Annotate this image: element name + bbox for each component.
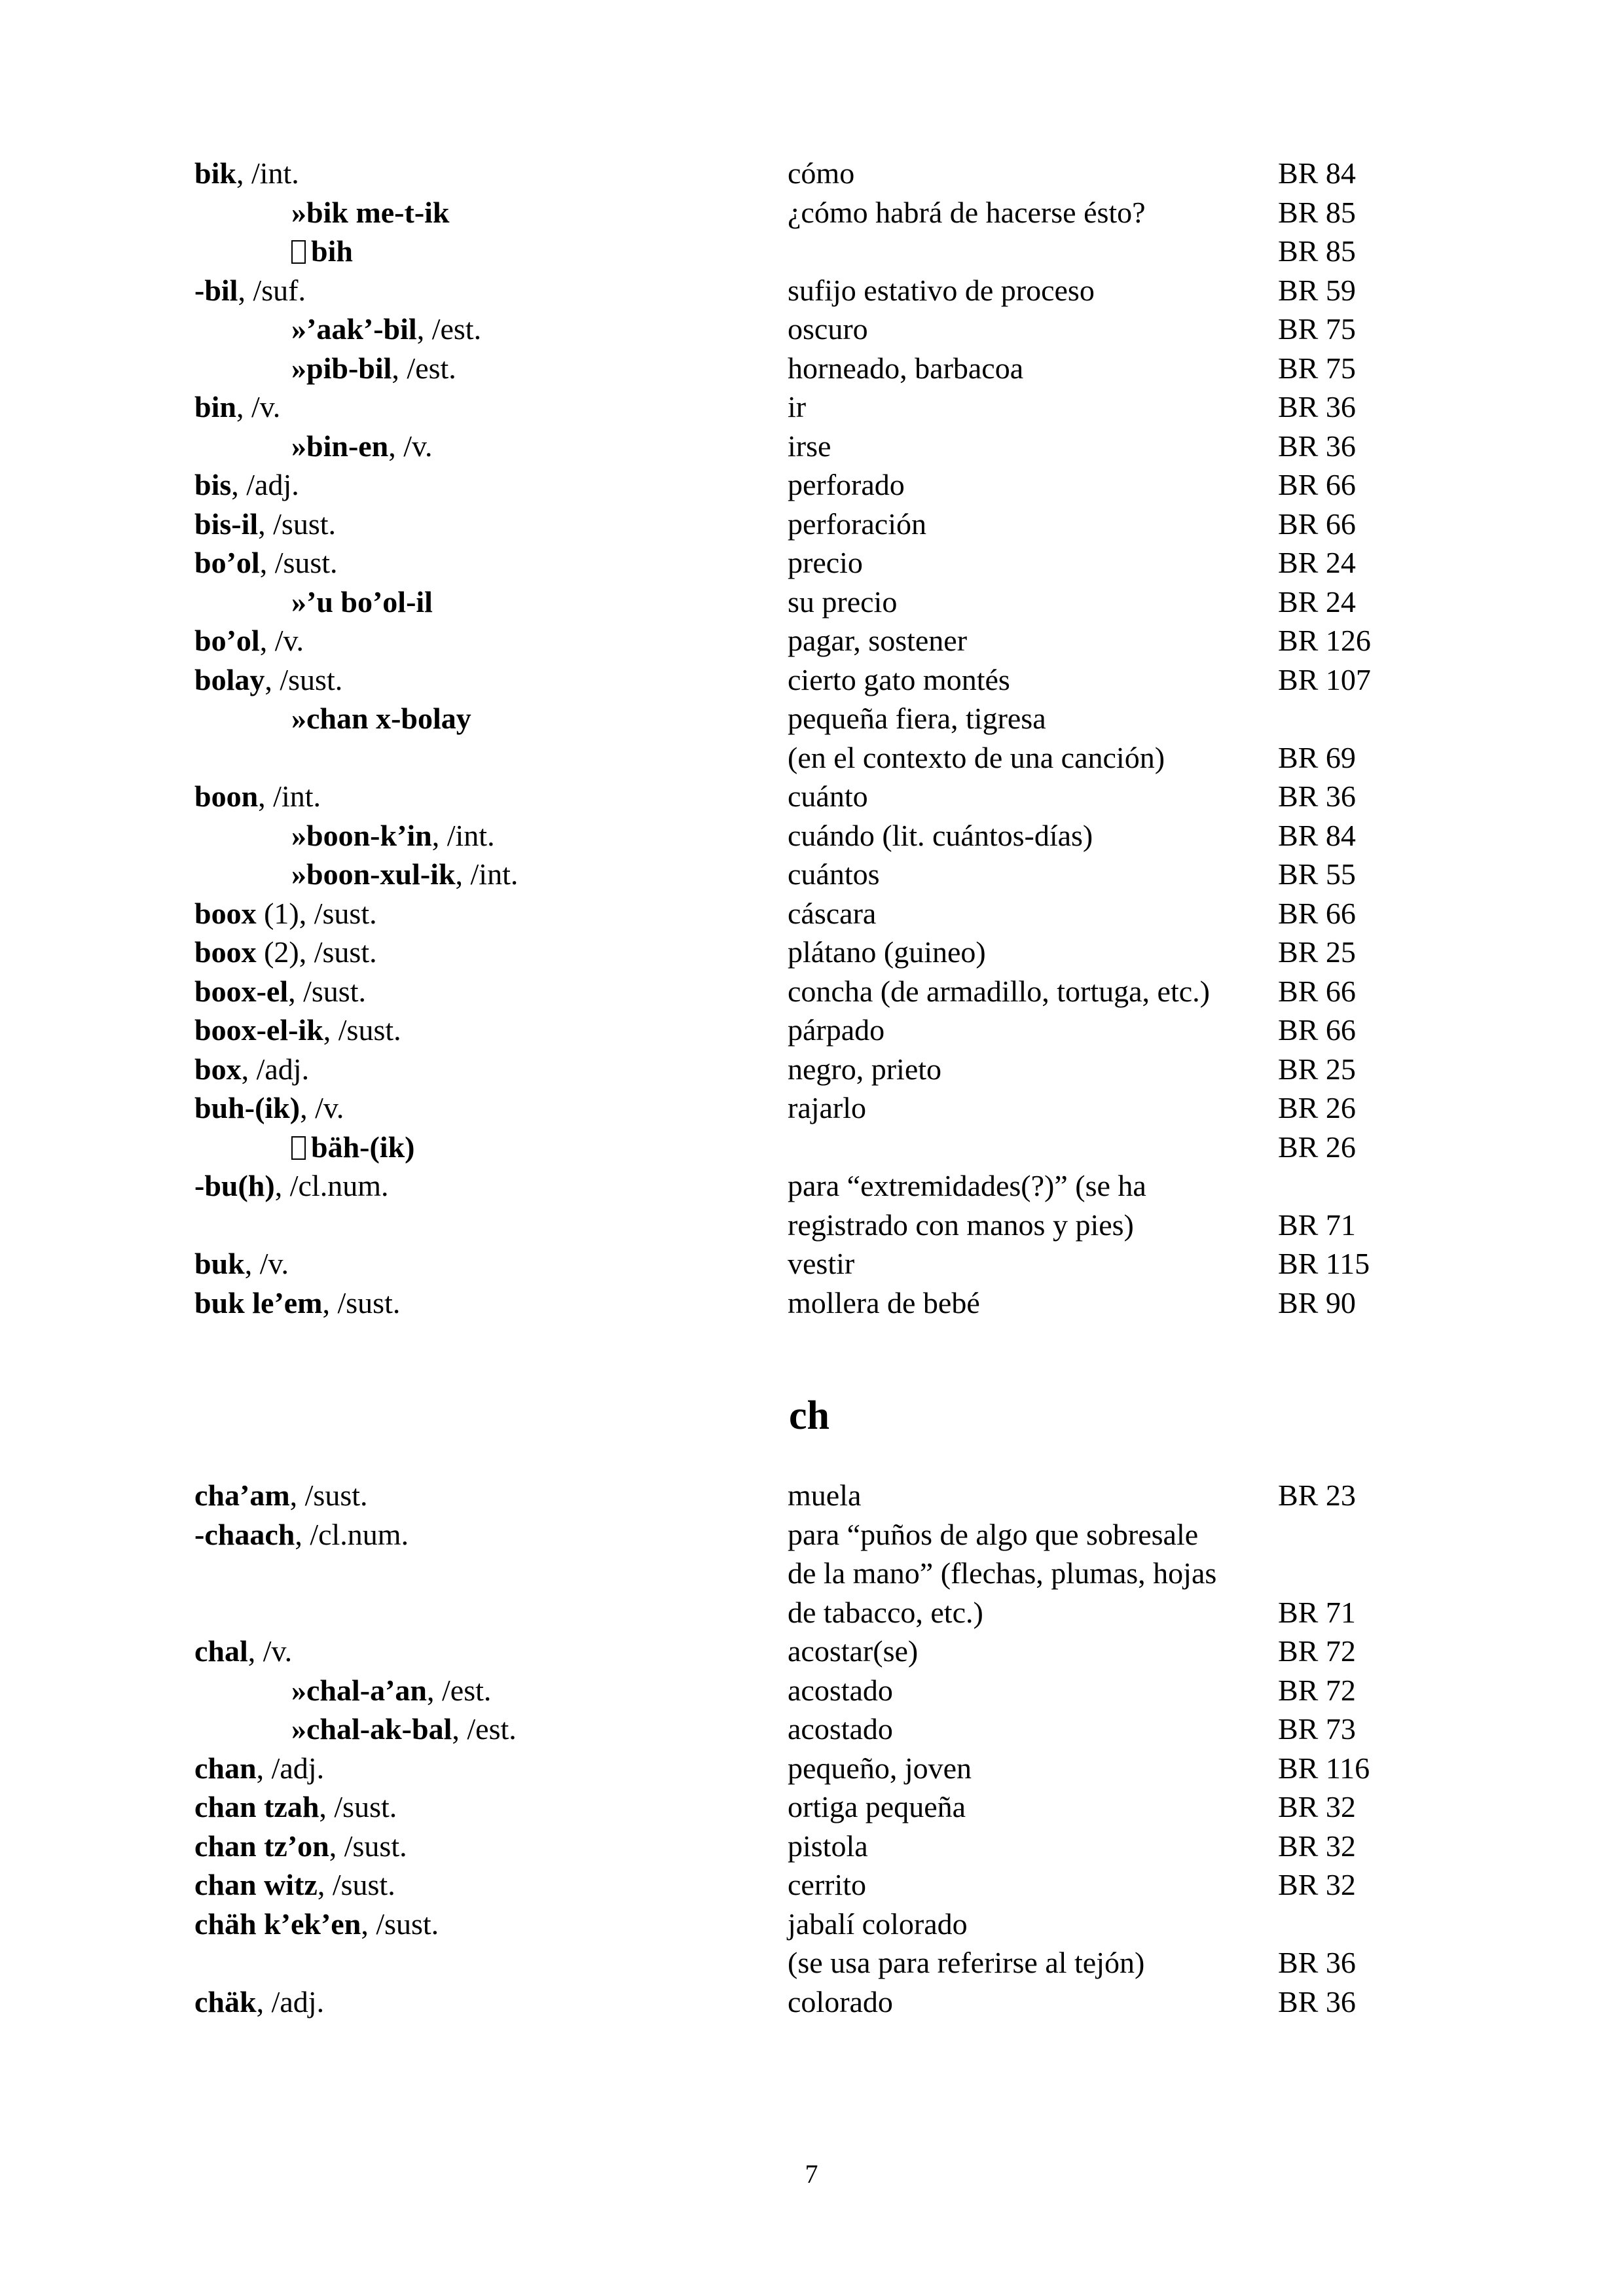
section-b-entries — [0, 154, 1623, 1322]
grammar-label: , /sust. — [319, 1790, 397, 1823]
dictionary-entry — [0, 894, 1623, 933]
entry-headword-line — [291, 855, 518, 894]
gloss-line: pequeña fiera, tigresa — [788, 702, 1046, 735]
entry-headword-line — [194, 972, 366, 1011]
entry-reference: BR 36 — [1278, 780, 1356, 813]
grammar-label: , /sust. — [322, 1285, 401, 1319]
headword: boon — [194, 780, 259, 813]
gloss-line: de tabacco, etc.) — [788, 1595, 983, 1629]
entry-gloss — [788, 1749, 972, 1788]
entry-headword-line — [194, 660, 342, 700]
letter-heading: ch — [789, 1393, 830, 1438]
headword: bis — [194, 468, 232, 501]
grammar-label: , /sust. — [361, 1907, 439, 1941]
entry-headword-line — [194, 1905, 439, 1944]
entry-gloss — [788, 349, 1023, 388]
dictionary-entry — [0, 621, 1623, 660]
entry-headword-line — [291, 427, 433, 466]
entry-reference: BR 32 — [1278, 1829, 1356, 1863]
headword: »bin-en — [291, 429, 389, 463]
entry-headword-line — [291, 583, 433, 622]
dictionary-entry — [0, 933, 1623, 972]
headword: »pib-bil — [291, 351, 392, 385]
headword: bo’ol — [194, 624, 260, 657]
grammar-label: , /int. — [431, 818, 495, 852]
entry-reference: BR 84 — [1278, 818, 1356, 852]
dictionary-entry — [0, 387, 1623, 427]
headword: chäk — [194, 1984, 257, 2018]
gloss-line: colorado — [788, 1984, 893, 2018]
headword: buk le’em — [194, 1285, 323, 1319]
entry-headword-line — [291, 232, 353, 271]
entry-reference: BR 72 — [1278, 1673, 1356, 1707]
headword: -bil — [194, 273, 238, 307]
headword: bis-il — [194, 507, 259, 541]
dictionary-entry — [0, 777, 1623, 816]
headword: »chal-ak-bal — [291, 1712, 452, 1746]
entry-reference: BR 24 — [1278, 584, 1356, 619]
entry-headword-line — [291, 699, 471, 738]
dictionary-entry — [0, 1476, 1623, 1515]
entry-gloss — [788, 1011, 884, 1050]
gloss-line: pequeño, joven — [788, 1751, 972, 1785]
entry-reference: BR 73 — [1278, 1712, 1356, 1746]
grammar-label: , /sust. — [329, 1829, 407, 1863]
gloss-line: (en el contexto de una canción) — [788, 740, 1165, 774]
entry-reference: BR 84 — [1278, 156, 1356, 190]
gloss-line: párpado — [788, 1013, 885, 1047]
grammar-label: , /est. — [427, 1673, 492, 1707]
entry-gloss — [788, 1515, 1216, 1632]
entry-gloss — [788, 1710, 893, 1749]
entry-headword-line — [194, 1827, 407, 1866]
entry-reference: BR 85 — [1278, 195, 1356, 229]
gloss-line: pagar, sostener — [788, 624, 968, 657]
dictionary-entry — [0, 1128, 1623, 1167]
grammar-label: , /sust. — [289, 1479, 368, 1512]
entry-gloss — [788, 310, 868, 349]
entry-reference: BR 66 — [1278, 468, 1356, 501]
page-number: 7 — [805, 2159, 818, 2189]
dictionary-entry — [0, 699, 1623, 777]
headword: -chaach — [194, 1517, 295, 1551]
gloss-line: cáscara — [788, 896, 877, 930]
grammar-label: , /v. — [259, 624, 304, 657]
entry-reference: BR 85 — [1278, 234, 1356, 268]
entry-headword-line — [194, 1749, 324, 1788]
gloss-line: para “puños de algo que sobresale — [788, 1517, 1199, 1551]
headword: »bik me-t-ik — [291, 195, 450, 229]
gloss-line: plátano (guineo) — [788, 935, 986, 969]
entry-headword-line — [194, 894, 377, 933]
headword: »’aak’-bil — [291, 312, 417, 346]
dictionary-entry — [0, 1283, 1623, 1323]
entry-reference: BR 36 — [1278, 1984, 1356, 2018]
gloss-line: para “extremidades(?)” (se ha — [788, 1169, 1146, 1202]
grammar-label: (2), /sust. — [256, 935, 377, 969]
dictionary-entry — [0, 543, 1623, 583]
headword: chan tzah — [194, 1790, 319, 1823]
entry-headword-line — [194, 1283, 400, 1323]
gloss-line: jabalí colorado — [788, 1907, 968, 1941]
gloss-line: perforación — [788, 507, 926, 541]
entry-gloss — [788, 621, 967, 660]
entry-headword-line — [291, 1671, 491, 1710]
entry-gloss — [788, 505, 926, 544]
dictionary-entry — [0, 1749, 1623, 1788]
entry-gloss — [788, 1905, 1144, 1982]
entry-gloss — [788, 1088, 866, 1128]
headword: cha’am — [194, 1479, 290, 1512]
dictionary-entry — [0, 855, 1623, 894]
headword: boox-el — [194, 974, 289, 1008]
gloss-line: cierto gato montés — [788, 662, 1010, 696]
entry-headword-line — [194, 1088, 344, 1128]
entry-gloss — [788, 1827, 868, 1866]
headword: bin — [194, 390, 236, 423]
entry-headword-line — [194, 933, 377, 972]
dictionary-entry — [0, 1088, 1623, 1128]
variant-box-icon — [291, 1136, 306, 1160]
dictionary-entry — [0, 1710, 1623, 1749]
gloss-line: acostar(se) — [788, 1634, 919, 1668]
grammar-label: , /v. — [388, 429, 433, 463]
entry-headword-line — [194, 465, 299, 505]
dictionary-entry — [0, 1632, 1623, 1671]
gloss-line: acostado — [788, 1712, 893, 1746]
grammar-label: , /sust. — [258, 507, 337, 541]
entry-gloss — [788, 1632, 918, 1671]
gloss-line: pistola — [788, 1829, 868, 1863]
entry-reference: BR 115 — [1278, 1247, 1370, 1280]
entry-reference: BR 26 — [1278, 1130, 1356, 1164]
entry-reference: BR 32 — [1278, 1868, 1356, 1901]
entry-headword-line — [194, 1787, 397, 1827]
entry-gloss — [788, 660, 1010, 700]
headword: chan — [194, 1751, 257, 1785]
grammar-label: , /sust. — [259, 546, 338, 579]
dictionary-entry — [0, 1515, 1623, 1632]
grammar-label: , /est. — [416, 312, 482, 346]
entry-reference: BR 26 — [1278, 1091, 1356, 1124]
headword: chäh k’ek’en — [194, 1907, 361, 1941]
entry-reference: BR 71 — [1278, 1208, 1356, 1242]
gloss-line: cerrito — [788, 1868, 867, 1901]
headword: boox — [194, 896, 257, 930]
dictionary-entry — [0, 427, 1623, 466]
entry-reference: BR 36 — [1278, 429, 1356, 463]
grammar-label: , /est. — [392, 351, 456, 385]
headword: »’u bo’ol-il — [291, 584, 433, 619]
gloss-line: registrado con manos y pies) — [788, 1208, 1134, 1242]
grammar-label: , /adj. — [231, 468, 299, 501]
entry-headword-line — [194, 543, 338, 583]
entry-gloss — [788, 1982, 893, 2022]
grammar-label: , /cl.num. — [274, 1169, 389, 1202]
section-ch-entries — [0, 1476, 1623, 2021]
grammar-label: , /cl.num. — [295, 1517, 409, 1551]
entry-gloss — [788, 427, 831, 466]
gloss-line: irse — [788, 429, 831, 463]
gloss-line: su precio — [788, 584, 898, 619]
gloss-line: mollera de bebé — [788, 1285, 980, 1319]
entry-reference: BR 71 — [1278, 1595, 1356, 1629]
entry-gloss — [788, 271, 1095, 310]
entry-gloss — [788, 699, 1165, 777]
entry-reference: BR 66 — [1278, 507, 1356, 541]
dictionary-entry — [0, 1166, 1623, 1244]
dictionary-entry — [0, 1011, 1623, 1050]
gloss-line: ¿cómo habrá de hacerse ésto? — [788, 195, 1146, 229]
dictionary-entry — [0, 660, 1623, 700]
variant-box-icon — [291, 240, 306, 264]
entry-reference: BR 36 — [1278, 390, 1356, 423]
headword: box — [194, 1052, 242, 1086]
headword: bäh-(ik) — [311, 1130, 415, 1164]
entry-reference: BR 25 — [1278, 935, 1356, 969]
grammar-label: , /sust. — [288, 974, 366, 1008]
grammar-label: , /adj. — [256, 1984, 325, 2018]
gloss-line: cuánto — [788, 780, 868, 813]
entry-headword-line — [291, 193, 450, 232]
headword: boox-el-ik — [194, 1013, 323, 1047]
entry-reference: BR 107 — [1278, 662, 1371, 696]
headword: bih — [311, 234, 353, 268]
entry-gloss — [788, 933, 986, 972]
dictionary-entry — [0, 972, 1623, 1011]
gloss-line: muela — [788, 1479, 862, 1512]
dictionary-entry — [0, 1865, 1623, 1905]
headword: buk — [194, 1247, 245, 1280]
dictionary-entry — [0, 583, 1623, 622]
entry-headword-line — [194, 1865, 395, 1905]
gloss-line: oscuro — [788, 312, 868, 346]
entry-gloss — [788, 972, 1210, 1011]
entry-reference: BR 23 — [1278, 1479, 1356, 1512]
headword: chal — [194, 1634, 248, 1668]
entry-headword-line — [291, 1710, 517, 1749]
headword: buh-(ik) — [194, 1091, 301, 1124]
entry-headword-line — [194, 387, 280, 427]
gloss-line: (se usa para referirse al tejón) — [788, 1946, 1145, 1979]
entry-gloss — [788, 543, 863, 583]
entry-reference: BR 24 — [1278, 546, 1356, 579]
entry-gloss — [788, 1050, 941, 1089]
gloss-line: cuándo (lit. cuántos-días) — [788, 818, 1093, 852]
entry-reference: BR 55 — [1278, 857, 1356, 891]
dictionary-entry — [0, 1787, 1623, 1827]
entry-gloss — [788, 894, 876, 933]
dictionary-entry — [0, 465, 1623, 505]
gloss-line: cómo — [788, 156, 855, 190]
dictionary-entry — [0, 816, 1623, 855]
entry-headword-line — [194, 1166, 388, 1206]
entry-headword-line — [194, 505, 336, 544]
gloss-line: concha (de armadillo, tortuga, etc.) — [788, 974, 1210, 1008]
gloss-line: precio — [788, 546, 863, 579]
dictionary-entry — [0, 1244, 1623, 1283]
entry-headword-line — [194, 1515, 409, 1554]
gloss-line: ortiga pequeña — [788, 1790, 966, 1823]
dictionary-entry — [0, 505, 1623, 544]
entry-gloss — [788, 1283, 980, 1323]
gloss-line: horneado, barbacoa — [788, 351, 1024, 385]
entry-headword-line — [194, 154, 299, 193]
headword: bolay — [194, 662, 265, 696]
entry-gloss — [788, 1476, 861, 1515]
entry-gloss — [788, 855, 880, 894]
dictionary-entry — [0, 1671, 1623, 1710]
gloss-line: acostado — [788, 1673, 893, 1707]
entry-gloss — [788, 1865, 866, 1905]
headword: boox — [194, 935, 257, 969]
gloss-line: ir — [788, 390, 807, 423]
gloss-line: rajarlo — [788, 1091, 867, 1124]
dictionary-entry — [0, 154, 1623, 193]
entry-gloss — [788, 1671, 893, 1710]
headword: -bu(h) — [194, 1169, 275, 1202]
entry-gloss — [788, 1166, 1146, 1244]
grammar-label: , /v. — [236, 390, 281, 423]
entry-gloss — [788, 583, 897, 622]
entry-reference: BR 36 — [1278, 1946, 1356, 1979]
entry-reference: BR 66 — [1278, 1013, 1356, 1047]
entry-headword-line — [194, 777, 321, 816]
grammar-label: , /v. — [300, 1091, 344, 1124]
entry-headword-line — [194, 1011, 401, 1050]
dictionary-entry — [0, 232, 1623, 271]
entry-headword-line — [194, 1244, 289, 1283]
dictionary-entry — [0, 193, 1623, 232]
gloss-line: cuántos — [788, 857, 880, 891]
grammar-label: , /sust. — [323, 1013, 401, 1047]
dictionary-entry — [0, 310, 1623, 349]
dictionary-entry — [0, 1982, 1623, 2022]
entry-reference: BR 90 — [1278, 1285, 1356, 1319]
entry-headword-line — [194, 621, 304, 660]
entry-gloss — [788, 154, 854, 193]
entry-headword-line — [291, 310, 481, 349]
headword: »boon-k’in — [291, 818, 432, 852]
entry-headword-line — [194, 1476, 368, 1515]
grammar-label: , /est. — [452, 1712, 517, 1746]
grammar-label: , /adj. — [241, 1052, 310, 1086]
entry-headword-line — [291, 816, 495, 855]
entry-headword-line — [194, 271, 306, 310]
entry-reference: BR 69 — [1278, 740, 1356, 774]
grammar-label: , /adj. — [256, 1751, 325, 1785]
gloss-line: negro, prieto — [788, 1052, 942, 1086]
headword: chan tz’on — [194, 1829, 329, 1863]
entry-gloss — [788, 193, 1146, 232]
headword: »chan x-bolay — [291, 702, 471, 735]
entry-gloss — [788, 465, 905, 505]
headword: chan witz — [194, 1868, 318, 1901]
entry-headword-line — [194, 1050, 309, 1089]
dictionary-entry — [0, 1050, 1623, 1089]
entry-gloss — [788, 387, 806, 427]
entry-gloss — [788, 816, 1093, 855]
dictionary-entry — [0, 349, 1623, 388]
dictionary-entry — [0, 1827, 1623, 1866]
entry-reference: BR 75 — [1278, 312, 1356, 346]
dictionary-entry — [0, 271, 1623, 310]
gloss-line: de la mano” (flechas, plumas, hojas — [788, 1556, 1217, 1590]
entry-gloss — [788, 777, 868, 816]
grammar-label: , /suf. — [238, 273, 306, 307]
entry-reference: BR 66 — [1278, 974, 1356, 1008]
grammar-label: , /int. — [455, 857, 519, 891]
grammar-label: , /sust. — [317, 1868, 395, 1901]
grammar-label: , /int. — [236, 156, 299, 190]
entry-reference: BR 25 — [1278, 1052, 1356, 1086]
headword: »boon-xul-ik — [291, 857, 456, 891]
gloss-line: sufijo estativo de proceso — [788, 273, 1095, 307]
grammar-label: (1), /sust. — [256, 896, 377, 930]
headword: bo’ol — [194, 546, 260, 579]
entry-gloss — [788, 1787, 966, 1827]
entry-headword-line — [194, 1632, 292, 1671]
entry-reference: BR 72 — [1278, 1634, 1356, 1668]
gloss-line: perforado — [788, 468, 905, 501]
grammar-label: , /v. — [244, 1247, 289, 1280]
grammar-label: , /int. — [258, 780, 321, 813]
entry-headword-line — [194, 1982, 324, 2022]
grammar-label: , /sust. — [264, 662, 343, 696]
entry-gloss — [788, 1244, 854, 1283]
entry-reference: BR 59 — [1278, 273, 1356, 307]
gloss-line: vestir — [788, 1247, 855, 1280]
grammar-label: , /v. — [247, 1634, 293, 1668]
entry-reference: BR 66 — [1278, 896, 1356, 930]
entry-headword-line — [291, 1128, 414, 1167]
entry-reference: BR 116 — [1278, 1751, 1370, 1785]
entry-reference: BR 75 — [1278, 351, 1356, 385]
headword: »chal-a’an — [291, 1673, 427, 1707]
dictionary-entry — [0, 1905, 1623, 1982]
headword: bik — [194, 156, 236, 190]
entry-headword-line — [291, 349, 456, 388]
entry-reference: BR 32 — [1278, 1790, 1356, 1823]
entry-reference: BR 126 — [1278, 624, 1371, 657]
